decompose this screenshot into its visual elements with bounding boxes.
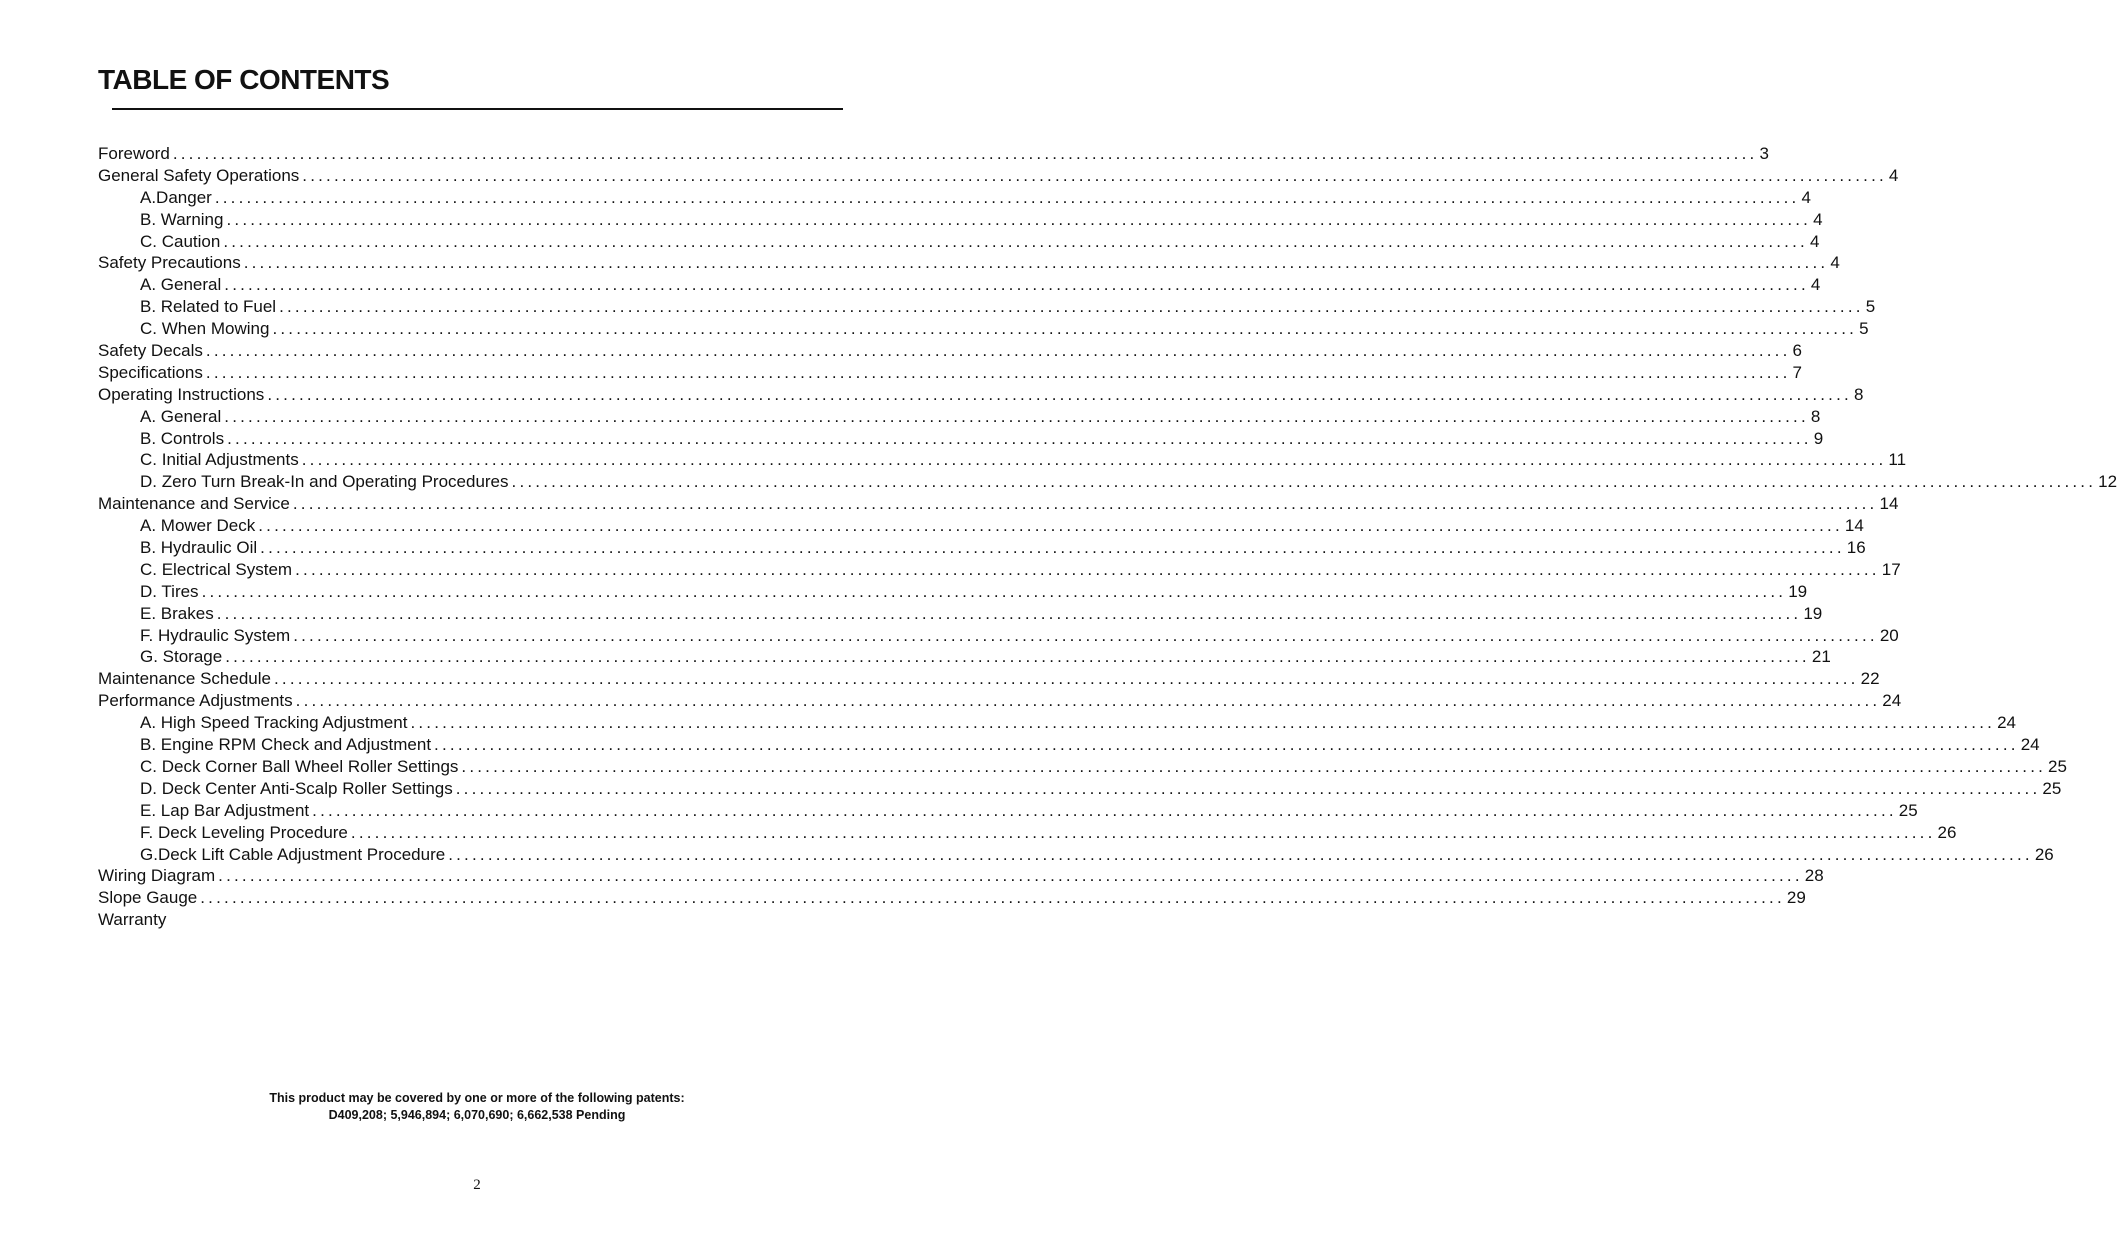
toc-entry-label: E. Lap Bar Adjustment xyxy=(140,800,310,820)
toc-entry-label: Foreword xyxy=(98,144,170,163)
toc-dot-leader: ........................................................................................................................................................................................................ xyxy=(302,165,1887,185)
toc-dot-leader: ........................................................................................................................................................................................................ xyxy=(410,713,1996,733)
patent-numbers: D409,208; 5,946,894; 6,070,690; 6,662,538 Pending xyxy=(328,1108,626,1122)
toc-subentry xyxy=(98,822,1957,844)
toc-entry-label: G.Deck Lift Cable Adjustment Procedure xyxy=(140,844,446,864)
toc-entry-label: Safety Decals xyxy=(98,341,203,361)
toc-entry-page: 12 xyxy=(2098,472,2117,492)
toc-entry-page: 7 xyxy=(1792,362,1802,382)
toc-entry-page: 17 xyxy=(1881,559,1901,579)
toc-subentry xyxy=(98,778,2062,800)
toc-subentry xyxy=(98,537,1866,559)
toc-entry-page: 25 xyxy=(2042,778,2062,798)
toc-entry-page: 9 xyxy=(1813,428,1824,448)
page-title: TABLE OF CONTENTS xyxy=(98,64,390,95)
toc-entry-page: 3 xyxy=(1759,144,1769,163)
toc-entry-label: E. Brakes xyxy=(140,603,214,623)
toc-subentry xyxy=(98,231,1820,253)
toc-entry-page: 19 xyxy=(1803,603,1823,623)
toc-entry-page: 25 xyxy=(2048,756,2067,776)
toc-entry xyxy=(98,362,1802,384)
toc-entry-label: F. Hydraulic System xyxy=(140,625,291,645)
toc-subentry xyxy=(98,734,2040,756)
toc-dot-leader: ........................................................................................................................................................................................................ xyxy=(225,647,1810,667)
toc-subentry xyxy=(98,515,1864,537)
toc-entry-label: Operating Instructions xyxy=(98,384,265,404)
toc-entry-label: C. Deck Corner Ball Wheel Roller Settings xyxy=(140,756,459,776)
toc-entry-label: Maintenance and Service xyxy=(98,494,290,514)
toc-entry xyxy=(98,668,1880,690)
toc-entry xyxy=(98,165,1899,187)
toc-entry-label: G. Storage xyxy=(140,647,223,667)
toc-dot-leader: ........................................................................................................................................................................................................ xyxy=(214,187,1800,207)
toc-entry-label: Maintenance Schedule xyxy=(98,669,271,689)
toc-dot-leader: ........................................................................................................................................................................................................ xyxy=(292,494,1878,514)
toc-entry-page: 29 xyxy=(1786,888,1806,908)
toc-dot-leader: ........................................................................................................................................................................................................ xyxy=(227,428,1812,448)
toc-dot-leader: ........................................................................................................................................................................................................ xyxy=(312,800,1897,820)
toc-dot-leader: ........................................................................................................................................................................................................ xyxy=(224,406,1809,426)
toc-entry-label: B. Related to Fuel xyxy=(140,297,277,317)
toc-dot-leader: ........................................................................................................................................................................................................ xyxy=(223,231,1808,251)
toc-entry xyxy=(98,252,1840,274)
toc-entry-label: Warranty xyxy=(98,910,167,930)
toc-entry-page: 4 xyxy=(1810,275,1821,295)
toc-entry xyxy=(98,493,1899,515)
toc-entry-page: 4 xyxy=(1888,165,1899,185)
toc-dot-leader: ........................................................................................................................................................................................................ xyxy=(293,625,1878,645)
toc-entry-label: B. Controls xyxy=(140,428,225,448)
title-divider xyxy=(112,108,843,110)
toc-entry-label: C. When Mowing xyxy=(140,319,270,339)
toc-entry-page: 4 xyxy=(1830,253,1840,273)
toc-entry-page: 14 xyxy=(1844,516,1864,536)
toc-entry-page: 19 xyxy=(1788,581,1808,601)
toc-entry-page: 22 xyxy=(1860,669,1880,689)
toc-entry-page: 4 xyxy=(1801,187,1811,207)
toc-entry xyxy=(98,865,1824,887)
toc-entry xyxy=(98,340,1802,362)
toc-entry-label: A. General xyxy=(140,275,222,295)
toc-subentry xyxy=(98,844,2054,866)
toc-entry-label: C. Initial Adjustments xyxy=(140,450,299,470)
toc-dot-leader: ........................................................................................................................................................................................................ xyxy=(200,888,1785,908)
toc-dot-leader: ........................................................................................................................................................................................................ xyxy=(511,472,2097,492)
toc-dot-leader: ........................................................................................................................................................................................................ xyxy=(455,778,2041,798)
toc-entry-label: D. Deck Center Anti-Scalp Roller Settings xyxy=(140,778,453,798)
toc-entry-label: A. Mower Deck xyxy=(140,516,256,536)
toc-dot-leader: ........................................................................................................................................................................................................ xyxy=(350,822,1936,842)
toc-entry-page: 25 xyxy=(1898,800,1918,820)
toc-entry-page: 5 xyxy=(1865,297,1876,317)
patent-notice-line-1: This product may be covered by one or more of the following patents: xyxy=(269,1091,685,1105)
toc-entry-label: Safety Precautions xyxy=(98,253,241,273)
toc-entry-page: 4 xyxy=(1813,209,1823,229)
toc-dot-leader: ........................................................................................................................................................................................................ xyxy=(272,319,1858,339)
toc-entry-label: Specifications xyxy=(98,362,203,382)
toc-dot-leader: ........................................................................................................................................................................................................ xyxy=(205,362,1791,382)
toc-entry-label: D. Tires xyxy=(140,581,199,601)
toc-subentry xyxy=(98,559,1901,581)
toc-entry-page: 11 xyxy=(1888,450,1907,470)
toc-entry-page: 20 xyxy=(1879,625,1899,645)
toc-subentry xyxy=(98,187,1811,209)
toc-entry-label: D. Zero Turn Break-In and Operating Procedures xyxy=(140,472,509,492)
toc-dot-leader: ........................................................................................................................................................................................................ xyxy=(295,691,1881,711)
toc-entry-page: 24 xyxy=(1997,713,2016,733)
toc-dot-leader: ........................................................................................................................................................................................................ xyxy=(301,450,1887,470)
toc-subentry xyxy=(98,406,1821,428)
toc-subentry xyxy=(98,274,1821,296)
toc-entry xyxy=(98,143,1769,165)
toc-subentry xyxy=(98,712,2016,734)
toc-subentry xyxy=(98,581,1808,603)
toc-dot-leader: ........................................................................................................................................................................................................ xyxy=(260,538,1845,558)
toc-entry xyxy=(98,690,1902,712)
toc-entry-label: C. Caution xyxy=(140,231,221,251)
patent-notice xyxy=(0,1090,954,1124)
toc-subentry xyxy=(98,625,1899,647)
toc-entry-page: 8 xyxy=(1810,406,1821,426)
toc-dot-leader: ........................................................................................................................................................................................................ xyxy=(448,844,2033,864)
toc-entry xyxy=(98,909,843,931)
toc-dot-leader: ........................................................................................................................................................................................................ xyxy=(218,866,1803,886)
table-of-contents xyxy=(98,143,2117,931)
toc-subentry xyxy=(98,800,1918,822)
toc-entry xyxy=(98,887,1806,909)
toc-subentry xyxy=(98,646,1831,668)
toc-entry-page: 5 xyxy=(1859,319,1869,339)
toc-dot-leader: ........................................................................................................................................................................................................ xyxy=(461,756,2047,776)
toc-subentry xyxy=(98,449,1907,471)
toc-dot-leader: ........................................................................................................................................................................................................ xyxy=(267,384,1852,404)
toc-dot-leader: ........................................................................................................................................................................................................ xyxy=(201,581,1787,601)
toc-entry-label: B. Hydraulic Oil xyxy=(140,538,258,558)
toc-entry-page: 4 xyxy=(1809,231,1820,251)
toc-subentry xyxy=(98,603,1823,625)
toc-entry-label: C. Electrical System xyxy=(140,559,293,579)
toc-dot-leader: ........................................................................................................................................................................................................ xyxy=(172,144,1758,163)
toc-entry-page: 6 xyxy=(1792,341,1802,361)
toc-dot-leader: ........................................................................................................................................................................................................ xyxy=(226,209,1812,229)
toc-subentry xyxy=(98,209,1823,231)
page-number: 2 xyxy=(473,1177,481,1193)
toc-entry-label: A.Danger xyxy=(140,187,212,207)
toc-entry-page: 16 xyxy=(1846,538,1866,558)
toc-entry-label: Slope Gauge xyxy=(98,888,198,908)
toc-entry xyxy=(98,384,1864,406)
toc-entry-page: 28 xyxy=(1804,866,1824,886)
toc-dot-leader: ........................................................................................................................................................................................................ xyxy=(224,275,1809,295)
toc-dot-leader: ........................................................................................................................................................................................................ xyxy=(279,297,1864,317)
toc-entry-label: B. Warning xyxy=(140,209,224,229)
toc-dot-leader: ........................................................................................................................................................................................................ xyxy=(258,516,1843,536)
toc-entry-label: A. High Speed Tracking Adjustment xyxy=(140,713,408,733)
toc-subentry xyxy=(98,471,2117,493)
toc-entry-label: F. Deck Leveling Procedure xyxy=(140,822,348,842)
toc-entry-label: A. General xyxy=(140,406,222,426)
toc-entry-page: 26 xyxy=(2034,844,2054,864)
toc-entry-page: 21 xyxy=(1811,647,1831,667)
toc-subentry xyxy=(98,318,1869,340)
toc-entry-label: Performance Adjustments xyxy=(98,691,293,711)
toc-dot-leader: ........................................................................................................................................................................................................ xyxy=(273,669,1859,689)
toc-entry-page: 24 xyxy=(1882,691,1902,711)
toc-subentry xyxy=(98,756,2067,778)
toc-dot-leader: ........................................................................................................................................................................................................ xyxy=(295,559,1880,579)
toc-entry-page: 24 xyxy=(2020,735,2040,755)
toc-dot-leader: ........................................................................................................................................................................................................ xyxy=(205,341,1791,361)
toc-subentry xyxy=(98,428,1824,450)
toc-entry-label: B. Engine RPM Check and Adjustment xyxy=(140,735,432,755)
toc-subentry xyxy=(98,296,1876,318)
toc-dot-leader: ........................................................................................................................................................................................................ xyxy=(243,253,1829,273)
toc-dot-leader: ........................................................................................................................................................................................................ xyxy=(216,603,1802,623)
toc-entry-page: 8 xyxy=(1853,384,1864,404)
toc-dot-leader: ........................................................................................................................................................................................................ xyxy=(434,735,2019,755)
toc-entry-page: 14 xyxy=(1879,494,1899,514)
toc-entry-page: 26 xyxy=(1937,822,1957,842)
toc-entry-label: Wiring Diagram xyxy=(98,866,216,886)
toc-entry-label: General Safety Operations xyxy=(98,165,300,185)
